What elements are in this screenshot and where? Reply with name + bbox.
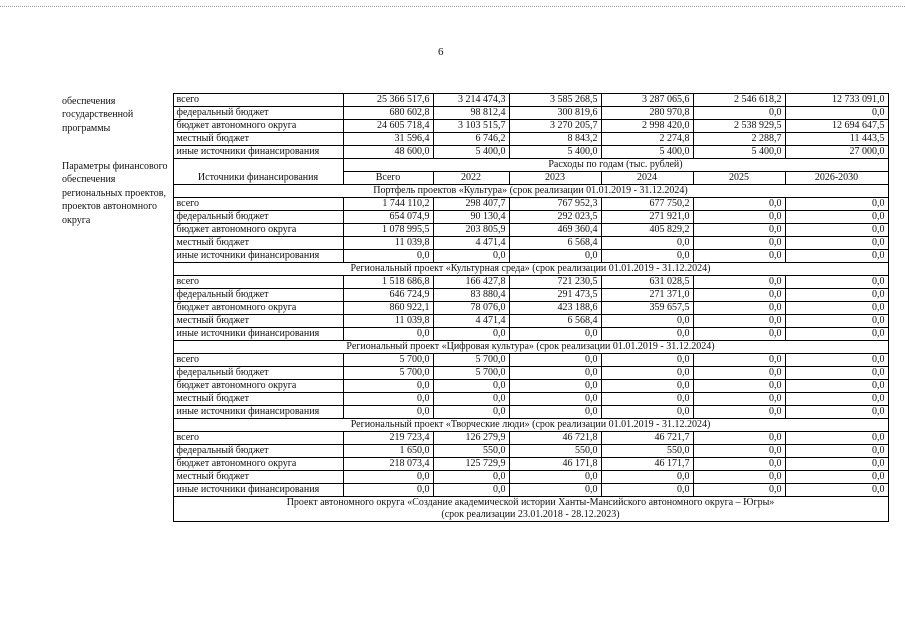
value-cell: 0,0 — [693, 354, 785, 367]
value-cell: 0,0 — [693, 198, 785, 211]
value-cell: 0,0 — [785, 289, 888, 302]
value-cell: 0,0 — [693, 315, 785, 328]
source-cell: иные источники финансирования — [173, 484, 343, 497]
value-cell: 0,0 — [785, 380, 888, 393]
value-cell: 0,0 — [509, 484, 601, 497]
value-cell: 0,0 — [785, 432, 888, 445]
value-cell: 5 400,0 — [433, 146, 509, 159]
value-cell: 0,0 — [693, 107, 785, 120]
value-cell: 0,0 — [433, 471, 509, 484]
value-cell: 90 130,4 — [433, 211, 509, 224]
value-cell: 3 103 515,7 — [433, 120, 509, 133]
value-cell: 0,0 — [785, 237, 888, 250]
table-row — [60, 146, 888, 159]
source-cell: федеральный бюджет — [173, 107, 343, 120]
value-cell: 0,0 — [601, 367, 693, 380]
table-row — [60, 393, 888, 406]
table-row — [60, 211, 888, 224]
source-cell: всего — [173, 354, 343, 367]
source-cell: всего — [173, 94, 343, 107]
value-cell: 0,0 — [785, 107, 888, 120]
header-row — [60, 159, 888, 172]
value-cell: 98 812,4 — [433, 107, 509, 120]
table-body — [60, 94, 888, 522]
source-cell: иные источники финансирования — [173, 328, 343, 341]
value-cell: 0,0 — [693, 237, 785, 250]
value-cell: 11 039,8 — [343, 315, 433, 328]
table-row — [60, 367, 888, 380]
value-cell: 767 952,3 — [509, 198, 601, 211]
value-cell: 5 700,0 — [433, 367, 509, 380]
source-cell: иные источники финансирования — [173, 250, 343, 263]
value-cell: 0,0 — [509, 250, 601, 263]
value-cell: 5 700,0 — [433, 354, 509, 367]
value-cell: 0,0 — [693, 211, 785, 224]
project-name: Проект автономного округа «Создание академической истории Ханты-Мансийского автономного округа – Югры» — [286, 497, 775, 508]
value-cell: 218 073,4 — [343, 458, 433, 471]
value-cell: 300 819,6 — [509, 107, 601, 120]
year-header: 2023 — [509, 172, 601, 185]
program-label: обеспечения государственной программы — [62, 95, 134, 134]
year-header: 2026-2030 — [785, 172, 888, 185]
section-title-row — [60, 419, 888, 432]
value-cell: 6 746,2 — [433, 133, 509, 146]
value-cell: 219 723,4 — [343, 432, 433, 445]
year-header: 2025 — [693, 172, 785, 185]
value-cell: 0,0 — [693, 406, 785, 419]
table-row — [60, 289, 888, 302]
table-row — [60, 237, 888, 250]
value-cell: 423 188,6 — [509, 302, 601, 315]
section-title-row — [60, 341, 888, 354]
section-title-row — [60, 185, 888, 198]
value-cell: 0,0 — [785, 224, 888, 237]
value-cell: 2 288,7 — [693, 133, 785, 146]
source-cell: бюджет автономного округа — [173, 120, 343, 133]
value-cell: 860 922,1 — [343, 302, 433, 315]
value-cell: 0,0 — [693, 393, 785, 406]
value-cell: 0,0 — [509, 328, 601, 341]
table-row — [60, 354, 888, 367]
value-cell: 0,0 — [693, 432, 785, 445]
section-title: Региональный проект «Творческие люди» (срок реализации 01.01.2019 - 31.12.2024) — [173, 419, 888, 432]
section-title-row — [60, 263, 888, 276]
value-cell: 0,0 — [343, 484, 433, 497]
scan-top-edge — [0, 6, 905, 7]
value-cell: 0,0 — [693, 471, 785, 484]
value-cell: 0,0 — [433, 393, 509, 406]
table-row — [60, 107, 888, 120]
table-row — [60, 328, 888, 341]
expenses-header: Расходы по годам (тыс. рублей) — [343, 159, 888, 172]
value-cell: 0,0 — [601, 315, 693, 328]
table-row — [60, 458, 888, 471]
value-cell: 0,0 — [785, 276, 888, 289]
value-cell: 0,0 — [785, 393, 888, 406]
table-row — [60, 198, 888, 211]
value-cell: 46 721,8 — [509, 432, 601, 445]
value-cell: 0,0 — [785, 302, 888, 315]
table-row — [60, 133, 888, 146]
value-cell: 646 724,9 — [343, 289, 433, 302]
value-cell: 3 585 268,5 — [509, 94, 601, 107]
value-cell: 1 078 995,5 — [343, 224, 433, 237]
value-cell: 5 400,0 — [601, 146, 693, 159]
table-row — [60, 120, 888, 133]
year-header: Всего — [343, 172, 433, 185]
value-cell: 5 700,0 — [343, 367, 433, 380]
value-cell: 271 921,0 — [601, 211, 693, 224]
value-cell: 0,0 — [343, 471, 433, 484]
year-header: 2022 — [433, 172, 509, 185]
value-cell: 24 605 718,4 — [343, 120, 433, 133]
value-cell: 0,0 — [693, 445, 785, 458]
value-cell: 4 471,4 — [433, 315, 509, 328]
value-cell: 0,0 — [601, 406, 693, 419]
value-cell: 0,0 — [343, 393, 433, 406]
source-cell: всего — [173, 432, 343, 445]
value-cell: 6 568,4 — [509, 315, 601, 328]
value-cell: 6 568,4 — [509, 237, 601, 250]
value-cell: 654 074,9 — [343, 211, 433, 224]
value-cell: 550,0 — [433, 445, 509, 458]
value-cell: 0,0 — [433, 328, 509, 341]
value-cell: 0,0 — [601, 237, 693, 250]
value-cell: 126 279,9 — [433, 432, 509, 445]
value-cell: 280 970,8 — [601, 107, 693, 120]
table-row — [60, 406, 888, 419]
value-cell: 0,0 — [785, 406, 888, 419]
table-row — [60, 445, 888, 458]
value-cell: 203 805,9 — [433, 224, 509, 237]
value-cell: 0,0 — [601, 393, 693, 406]
value-cell: 0,0 — [509, 354, 601, 367]
table-row — [60, 302, 888, 315]
value-cell: 5 400,0 — [693, 146, 785, 159]
section-title: Региональный проект «Культурная среда» (срок реализации 01.01.2019 - 31.12.2024) — [173, 263, 888, 276]
source-cell: местный бюджет — [173, 393, 343, 406]
value-cell: 0,0 — [785, 328, 888, 341]
value-cell: 0,0 — [343, 250, 433, 263]
value-cell: 2 274,8 — [601, 133, 693, 146]
table-row — [60, 276, 888, 289]
value-cell: 0,0 — [601, 354, 693, 367]
value-cell: 680 602,8 — [343, 107, 433, 120]
value-cell: 0,0 — [693, 250, 785, 263]
value-cell: 5 400,0 — [509, 146, 601, 159]
value-cell: 0,0 — [433, 484, 509, 497]
value-cell: 0,0 — [433, 250, 509, 263]
value-cell: 0,0 — [693, 484, 785, 497]
value-cell: 0,0 — [785, 198, 888, 211]
value-cell: 0,0 — [693, 302, 785, 315]
value-cell: 0,0 — [433, 380, 509, 393]
value-cell: 83 880,4 — [433, 289, 509, 302]
value-cell: 271 371,0 — [601, 289, 693, 302]
value-cell: 0,0 — [693, 276, 785, 289]
value-cell: 0,0 — [785, 458, 888, 471]
project-period: (срок реализации 23.01.2018 - 28.12.2023) — [441, 509, 620, 520]
value-cell: 1 650,0 — [343, 445, 433, 458]
section-title: Региональный проект «Цифровая культура» (срок реализации 01.01.2019 - 31.12.2024) — [173, 341, 888, 354]
value-cell: 0,0 — [343, 328, 433, 341]
page-number: 6 — [438, 46, 444, 58]
section-title: Портфель проектов «Культура» (срок реализации 01.01.2019 - 31.12.2024) — [173, 185, 888, 198]
value-cell: 0,0 — [601, 484, 693, 497]
source-cell: местный бюджет — [173, 471, 343, 484]
project-title — [173, 497, 888, 522]
table-row — [60, 380, 888, 393]
value-cell: 0,0 — [601, 328, 693, 341]
value-cell: 0,0 — [693, 458, 785, 471]
value-cell: 550,0 — [601, 445, 693, 458]
value-cell: 27 000,0 — [785, 146, 888, 159]
value-cell: 48 600,0 — [343, 146, 433, 159]
project-title-row — [60, 497, 888, 522]
source-cell: местный бюджет — [173, 133, 343, 146]
value-cell: 1 518 686,8 — [343, 276, 433, 289]
source-cell: федеральный бюджет — [173, 445, 343, 458]
value-cell: 11 443,5 — [785, 133, 888, 146]
source-cell: федеральный бюджет — [173, 289, 343, 302]
value-cell: 0,0 — [785, 484, 888, 497]
value-cell: 12 733 091,0 — [785, 94, 888, 107]
value-cell: 0,0 — [785, 445, 888, 458]
value-cell: 0,0 — [693, 224, 785, 237]
table-row — [60, 471, 888, 484]
value-cell: 11 039,8 — [343, 237, 433, 250]
value-cell: 0,0 — [785, 211, 888, 224]
value-cell: 469 360,4 — [509, 224, 601, 237]
value-cell: 0,0 — [433, 406, 509, 419]
value-cell: 46 171,8 — [509, 458, 601, 471]
source-cell: всего — [173, 276, 343, 289]
value-cell: 125 729,9 — [433, 458, 509, 471]
value-cell: 12 694 647,5 — [785, 120, 888, 133]
value-cell: 2 538 929,5 — [693, 120, 785, 133]
value-cell: 25 366 517,6 — [343, 94, 433, 107]
value-cell: 46 171,7 — [601, 458, 693, 471]
value-cell: 8 843,2 — [509, 133, 601, 146]
source-cell: иные источники финансирования — [173, 146, 343, 159]
value-cell: 0,0 — [509, 380, 601, 393]
value-cell: 31 596,4 — [343, 133, 433, 146]
table-row — [60, 94, 888, 107]
value-cell: 0,0 — [601, 250, 693, 263]
source-cell: федеральный бюджет — [173, 211, 343, 224]
value-cell: 3 214 474,3 — [433, 94, 509, 107]
value-cell: 405 829,2 — [601, 224, 693, 237]
value-cell: 78 076,0 — [433, 302, 509, 315]
value-cell: 0,0 — [693, 328, 785, 341]
financing-table — [60, 93, 889, 522]
value-cell: 46 721,7 — [601, 432, 693, 445]
value-cell: 0,0 — [509, 367, 601, 380]
value-cell: 0,0 — [693, 367, 785, 380]
value-cell: 0,0 — [509, 471, 601, 484]
value-cell: 0,0 — [343, 406, 433, 419]
source-cell: иные источники финансирования — [173, 406, 343, 419]
year-header: 2024 — [601, 172, 693, 185]
source-cell: местный бюджет — [173, 237, 343, 250]
source-cell: бюджет автономного округа — [173, 380, 343, 393]
value-cell: 0,0 — [785, 354, 888, 367]
value-cell: 0,0 — [785, 367, 888, 380]
source-cell: бюджет автономного округа — [173, 302, 343, 315]
table-row — [60, 432, 888, 445]
value-cell: 359 657,5 — [601, 302, 693, 315]
value-cell: 631 028,5 — [601, 276, 693, 289]
value-cell: 3 287 065,6 — [601, 94, 693, 107]
value-cell: 2 546 618,2 — [693, 94, 785, 107]
table-row — [60, 224, 888, 237]
value-cell: 298 407,7 — [433, 198, 509, 211]
value-cell: 291 473,5 — [509, 289, 601, 302]
source-cell: федеральный бюджет — [173, 367, 343, 380]
value-cell: 721 230,5 — [509, 276, 601, 289]
value-cell: 0,0 — [601, 471, 693, 484]
value-cell: 292 023,5 — [509, 211, 601, 224]
value-cell: 677 750,2 — [601, 198, 693, 211]
value-cell: 0,0 — [693, 289, 785, 302]
value-cell: 0,0 — [509, 406, 601, 419]
value-cell: 550,0 — [509, 445, 601, 458]
value-cell: 3 270 205,7 — [509, 120, 601, 133]
table-row — [60, 484, 888, 497]
value-cell: 0,0 — [785, 315, 888, 328]
value-cell: 0,0 — [601, 380, 693, 393]
params-label: Параметры финансового обеспечения региональных проектов, проектов автономного округа — [62, 160, 168, 226]
table-row — [60, 315, 888, 328]
value-cell: 5 700,0 — [343, 354, 433, 367]
value-cell: 0,0 — [785, 471, 888, 484]
value-cell: 0,0 — [509, 393, 601, 406]
source-cell: бюджет автономного округа — [173, 224, 343, 237]
source-cell: бюджет автономного округа — [173, 458, 343, 471]
source-cell: местный бюджет — [173, 315, 343, 328]
value-cell: 0,0 — [693, 380, 785, 393]
value-cell: 4 471,4 — [433, 237, 509, 250]
source-cell: всего — [173, 198, 343, 211]
table-row — [60, 250, 888, 263]
value-cell: 0,0 — [343, 380, 433, 393]
sources-header: Источники финансирования — [173, 159, 343, 185]
value-cell: 0,0 — [785, 250, 888, 263]
value-cell: 166 427,8 — [433, 276, 509, 289]
value-cell: 2 998 420,0 — [601, 120, 693, 133]
value-cell: 1 744 110,2 — [343, 198, 433, 211]
